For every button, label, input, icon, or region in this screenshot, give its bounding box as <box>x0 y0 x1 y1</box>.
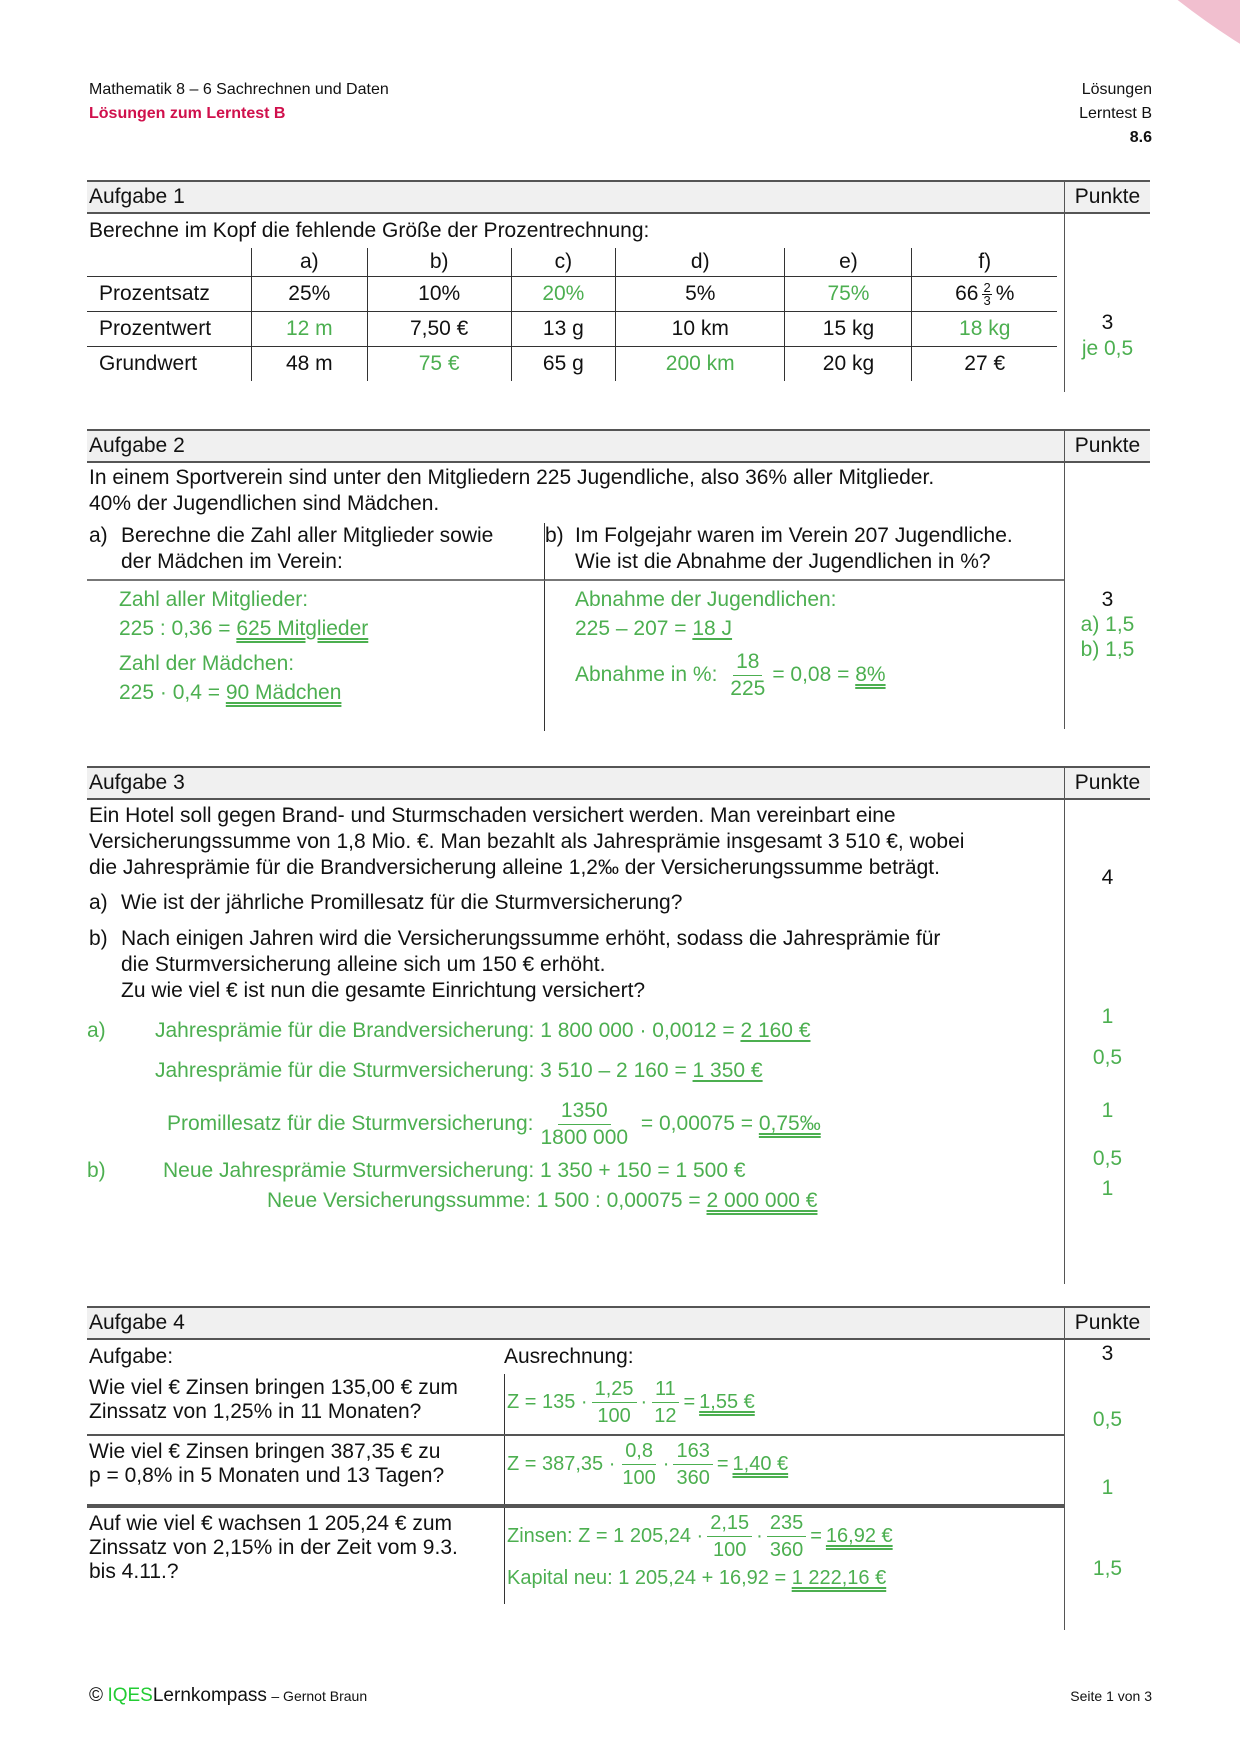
question-line: Zinssatz von 1,25% in 11 Monaten? <box>89 1400 422 1423</box>
points-total: 3 <box>1101 1342 1114 1365</box>
denominator: 100 <box>597 1405 631 1427</box>
solution-line <box>87 1056 957 1086</box>
task-2 <box>87 429 1150 729</box>
solution-line <box>87 1098 957 1149</box>
solution-result: 18 J <box>692 617 733 640</box>
numerator: 1,25 <box>592 1376 637 1403</box>
solution-calc: = 0,00075 = <box>635 1112 759 1136</box>
denominator: 1800 000 <box>540 1126 629 1149</box>
solution-result: 1 350 € <box>692 1059 763 1082</box>
calculation-cell <box>504 1508 1064 1604</box>
document-title: Lösungen zum Lerntest B <box>89 105 286 122</box>
denominator: 360 <box>769 1539 804 1561</box>
calc-result: 1,40 € <box>732 1453 789 1475</box>
subtask-label: a) <box>89 524 108 547</box>
points-detail: je 0,5 <box>1081 337 1134 360</box>
task-prompt: Berechne im Kopf die fehlende Größe der Prozentrechnung: <box>89 219 650 242</box>
question-line: Auf wie viel € wachsen 1 205,24 € zum <box>89 1512 453 1535</box>
calc-result: 16,92 € <box>825 1525 893 1547</box>
solution-text <box>167 1098 821 1151</box>
table-cell: 5% <box>616 277 785 312</box>
subtask-a-line2: der Mädchen im Verein: <box>121 550 343 573</box>
solution-text <box>155 1016 811 1046</box>
subtask-a <box>87 523 544 581</box>
solution-result: 8% <box>855 663 886 687</box>
header-right <box>1079 78 1152 150</box>
brand-logo: IQES <box>107 1685 153 1706</box>
numerator: 2 <box>983 279 991 295</box>
task-title: Aufgabe 1 <box>89 185 185 208</box>
task-1 <box>87 180 1150 392</box>
numerator: 235 <box>767 1510 806 1537</box>
subtask-b-line1: Im Folgejahr waren im Verein 207 Jugendliche. <box>575 524 1013 547</box>
points-value: 1 <box>1101 1099 1114 1122</box>
row-label: Prozentsatz <box>87 277 252 312</box>
column-header: a) <box>252 248 368 277</box>
task-title: Aufgabe 3 <box>89 771 185 794</box>
fraction <box>982 279 991 308</box>
points-cell <box>1064 214 1150 392</box>
table-row <box>87 1506 1064 1604</box>
subtask-a-line1: Berechne die Zahl aller Mitglieder sowie <box>121 524 494 547</box>
points-value: 1 <box>1101 1005 1114 1028</box>
fraction <box>767 1510 806 1563</box>
subtask-label: a) <box>87 1019 106 1042</box>
table-cell: 75 € <box>367 347 511 382</box>
calc-result: 1,55 € <box>699 1391 755 1413</box>
task-4 <box>87 1306 1150 1630</box>
points-value: 1,5 <box>1092 1557 1123 1580</box>
solution-result: 0,75‰ <box>758 1112 821 1136</box>
calculation-line <box>507 1438 1064 1491</box>
denominator: 100 <box>622 1467 656 1489</box>
calc-prefix: Z = 387,35 · <box>507 1453 616 1475</box>
question-cell <box>87 1374 504 1434</box>
solution-line <box>87 1156 957 1186</box>
multiply-dot: · <box>662 1453 670 1475</box>
solution-label: Abnahme der Jugendlichen: <box>575 588 837 611</box>
percent-table <box>87 248 1057 381</box>
table-cell: 7,50 € <box>367 312 511 347</box>
table-cell: 18 kg <box>912 312 1057 347</box>
calculation-line <box>507 1510 1064 1563</box>
solution-calc: 225 – 207 = <box>575 617 693 640</box>
calculation-cell <box>504 1436 1064 1504</box>
solution-calc: Neue Jahresprämie Sturmversicherung: 1 350 + 150 = 1 500 € <box>163 1159 746 1182</box>
subtask-b <box>87 926 1064 1004</box>
page-header <box>89 78 389 126</box>
task-prompt-line3: die Jahresprämie für die Brandversicherung alleine 1,2‰ der Versicherungssumme beträgt. <box>89 856 940 879</box>
solution-calc: = 0,08 = <box>772 663 856 687</box>
fraction <box>727 649 768 702</box>
solution-label: Zahl der Mädchen: <box>119 652 295 675</box>
points-header: Punkte <box>1064 1308 1150 1338</box>
fraction <box>651 1376 679 1429</box>
row-label: Grundwert <box>87 347 252 382</box>
corner-cell <box>87 248 252 277</box>
numerator: 11 <box>652 1376 679 1403</box>
multiply-dot: · <box>756 1525 763 1547</box>
subtask-b-line1: Nach einigen Jahren wird die Versicherungssumme erhöht, sodass die Jahresprämie für <box>121 927 941 950</box>
solution-text <box>155 1056 763 1086</box>
task-3 <box>87 766 1150 1284</box>
table-cell: 13 g <box>511 312 615 347</box>
points-cell <box>1064 1340 1150 1630</box>
solution-a <box>87 581 544 731</box>
numerator: 1350 <box>558 1098 611 1125</box>
table-row <box>87 1434 1064 1506</box>
points-value: 0,5 <box>1092 1147 1123 1170</box>
header-right-line1: Lösungen <box>1081 81 1152 98</box>
question-cell <box>87 1508 504 1604</box>
equals: = <box>683 1391 696 1413</box>
solution-result: 2 160 € <box>740 1019 811 1042</box>
column-header: c) <box>511 248 615 277</box>
column-header-calc: Ausrechnung: <box>504 1345 634 1368</box>
subtask-label: b) <box>545 524 564 547</box>
solution-calc: Promillesatz für die Sturmversicherung: <box>167 1112 534 1136</box>
subtask-b <box>544 523 1064 581</box>
points-a: a) 1,5 <box>1080 613 1135 636</box>
subtask-label: a) <box>89 891 108 914</box>
subtask-b-line2: Wie ist die Abnahme der Jugendlichen in %? <box>575 550 991 573</box>
points-value: 0,5 <box>1092 1408 1123 1431</box>
question-line: Wie viel € Zinsen bringen 135,00 € zum <box>89 1376 458 1399</box>
points-header: Punkte <box>1064 182 1150 212</box>
denominator: 100 <box>713 1539 747 1561</box>
subtask-text: Wie ist der jährliche Promillesatz für die Sturmversicherung? <box>121 891 683 914</box>
numerator: 0,8 <box>622 1438 656 1465</box>
points-value: 1 <box>1101 1177 1114 1200</box>
table-cell: 200 km <box>616 347 785 382</box>
solution-result: 625 Mitglieder <box>236 617 369 640</box>
calc-prefix: Kapital neu: 1 205,24 + 16,92 = <box>507 1567 792 1589</box>
points-cell <box>1064 800 1150 1284</box>
table-cell: 65 g <box>511 347 615 382</box>
task-prompt-line2: Versicherungssumme von 1,8 Mio. €. Man bezahlt als Jahresprämie insgesamt 3 510 €, wobei <box>89 830 965 853</box>
author: – Gernot Braun <box>271 1688 368 1704</box>
calculation-line <box>507 1376 1064 1429</box>
subtask-b-line3: Zu wie viel € ist nun die gesamte Einrichtung versichert? <box>121 979 646 1002</box>
calculation-line <box>507 1567 1064 1590</box>
points-cell <box>1064 463 1150 729</box>
solution-result: 90 Mädchen <box>225 681 342 704</box>
subtask-b-line2: die Sturmversicherung alleine sich um 150 € erhöht. <box>121 953 606 976</box>
solution-label: Zahl aller Mitglieder: <box>119 588 309 611</box>
points-header: Punkte <box>1064 768 1150 798</box>
solution-result: 2 000 000 € <box>706 1189 818 1212</box>
denominator: 360 <box>676 1467 710 1489</box>
numerator: 2,15 <box>707 1510 752 1537</box>
points-header: Punkte <box>1064 431 1150 461</box>
subtask-label: b) <box>87 1159 106 1182</box>
unit: % <box>995 281 1015 305</box>
table-cell: 20% <box>511 277 615 312</box>
table-cell: 27 € <box>912 347 1057 382</box>
solution-text <box>163 1156 746 1186</box>
table-cell: 20 kg <box>785 347 912 382</box>
header-right-line2: Lerntest B <box>1079 105 1152 122</box>
column-header-task: Aufgabe: <box>89 1345 174 1368</box>
solution-calc: 225 : 0,36 = <box>119 617 237 640</box>
numerator: 163 <box>673 1438 712 1465</box>
column-header: d) <box>616 248 785 277</box>
copyright-icon: © <box>89 1685 103 1706</box>
table-cell <box>912 277 1057 312</box>
table-cell: 15 kg <box>785 312 912 347</box>
fraction <box>592 1376 637 1429</box>
calculation-cell <box>504 1374 1064 1434</box>
table-cell: 10% <box>367 277 511 312</box>
table-row <box>87 1374 1064 1434</box>
question-cell <box>87 1436 504 1504</box>
column-header: e) <box>785 248 912 277</box>
multiply-dot: · <box>640 1391 648 1413</box>
whole-number: 66 <box>955 281 979 305</box>
table-row <box>87 347 1057 382</box>
table-cell: 25% <box>252 277 368 312</box>
points-total: 3 <box>1101 588 1114 611</box>
question-line: Zinssatz von 2,15% in der Zeit vom 9.3. <box>89 1536 458 1559</box>
task-prompt-line2: 40% der Jugendlichen sind Mädchen. <box>89 492 440 515</box>
points-total: 4 <box>1101 866 1114 889</box>
table-row <box>87 277 1057 312</box>
solution-label: Abnahme in %: <box>575 663 718 687</box>
subtask-a <box>87 890 1064 916</box>
table-row <box>87 312 1057 347</box>
fraction <box>707 1510 752 1563</box>
calc-prefix: Z = 135 · <box>507 1391 588 1413</box>
table-cell: 10 km <box>616 312 785 347</box>
chapter-number: 8.6 <box>1129 129 1152 146</box>
solution-b <box>544 581 1064 731</box>
solution-calc: 225 · 0,4 = <box>119 681 226 704</box>
calc-prefix: Zinsen: Z = 1 205,24 · <box>507 1525 704 1547</box>
page-number: Seite 1 von 3 <box>1070 1688 1152 1704</box>
denominator: 225 <box>730 677 766 700</box>
solution-calc: Neue Versicherungssumme: 1 500 : 0,00075 = <box>267 1189 707 1212</box>
solution-line <box>87 1016 957 1046</box>
denominator: 3 <box>983 292 991 308</box>
points-value: 1 <box>1101 1476 1114 1499</box>
solution-calc: Jahresprämie für die Sturmversicherung: 3 510 – 2 160 = <box>155 1059 693 1082</box>
equals: = <box>810 1525 822 1547</box>
fraction <box>673 1438 712 1491</box>
points-b: b) 1,5 <box>1080 638 1135 661</box>
fraction <box>619 1438 658 1491</box>
task-title: Aufgabe 4 <box>89 1311 185 1334</box>
table-cell: 12 m <box>252 312 368 347</box>
task-prompt-line1: In einem Sportverein sind unter den Mitgliedern 225 Jugendliche, also 36% aller Mitglieder. <box>89 466 935 489</box>
calc-result: 1 222,16 € <box>791 1567 887 1589</box>
task-title: Aufgabe 2 <box>89 434 185 457</box>
numerator: 18 <box>733 649 762 676</box>
denominator: 12 <box>654 1405 677 1427</box>
solution-line <box>87 1186 957 1216</box>
points-total: 3 <box>1101 311 1114 334</box>
table-cell: 48 m <box>252 347 368 382</box>
footer-left <box>89 1685 367 1707</box>
solution-text <box>267 1186 817 1216</box>
brand-name: Lernkompass <box>152 1685 267 1706</box>
row-label: Prozentwert <box>87 312 252 347</box>
subject-line: Mathematik 8 – 6 Sachrechnen und Daten <box>89 81 389 98</box>
question-line: bis 4.11.? <box>89 1560 179 1583</box>
question-line: Wie viel € Zinsen bringen 387,35 € zu <box>89 1440 441 1463</box>
subtask-label: b) <box>89 927 108 950</box>
equals: = <box>716 1453 729 1475</box>
points-value: 0,5 <box>1092 1046 1123 1069</box>
solution-calc: Jahresprämie für die Brandversicherung: 1 800 000 · 0,0012 = <box>155 1019 741 1042</box>
table-cell: 75% <box>785 277 912 312</box>
fraction <box>537 1098 631 1151</box>
question-line: p = 0,8% in 5 Monaten und 13 Tagen? <box>89 1464 445 1487</box>
column-header: f) <box>912 248 1057 277</box>
column-header: b) <box>367 248 511 277</box>
task-prompt-line1: Ein Hotel soll gegen Brand- und Sturmschaden versichert werden. Man vereinbart eine <box>89 804 896 827</box>
